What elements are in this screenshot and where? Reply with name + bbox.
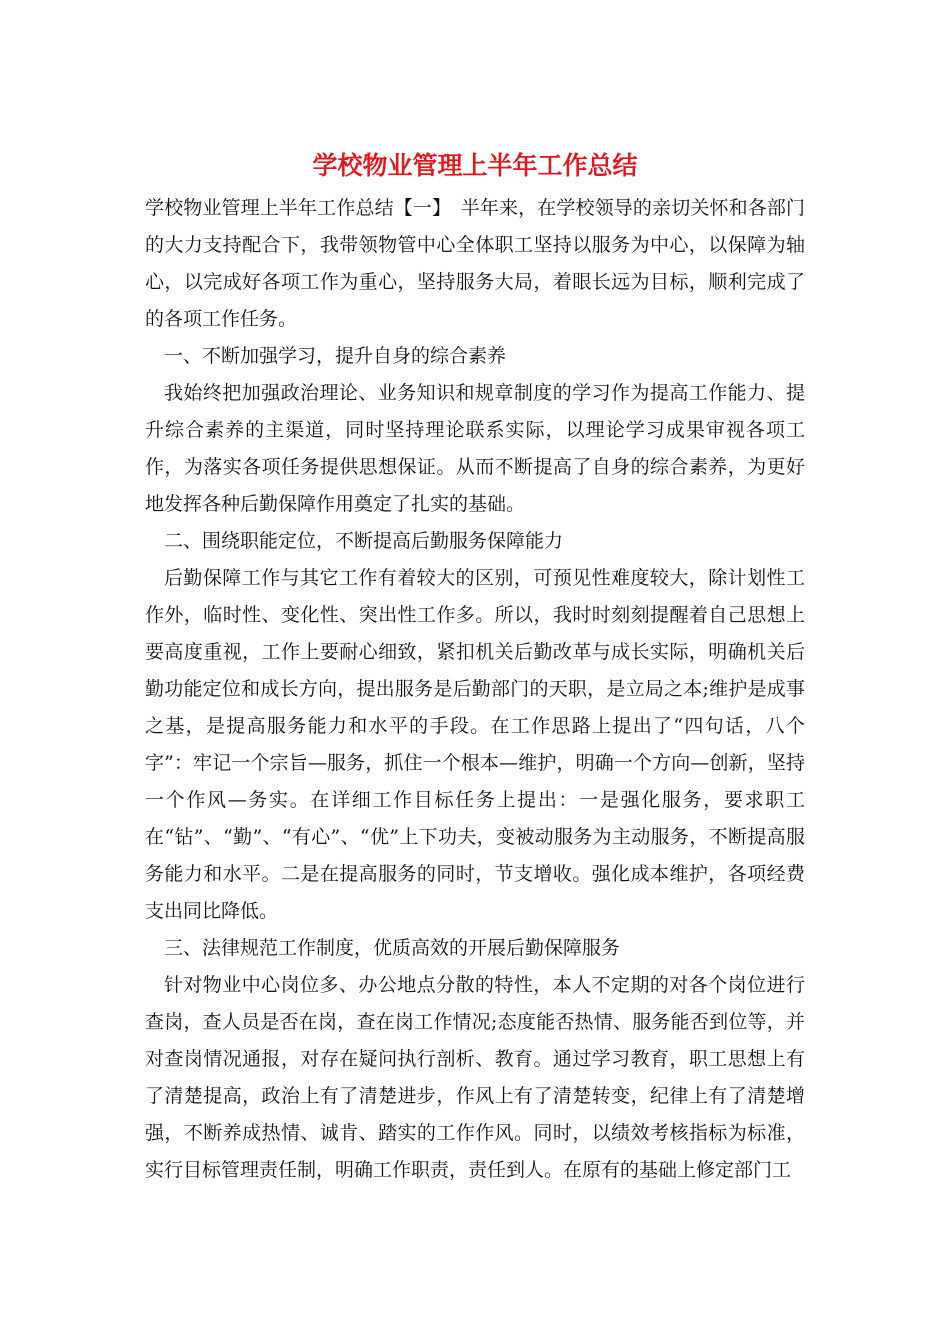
paragraph-intro: 学校物业管理上半年工作总结【一】 半年来，在学校领导的亲切关怀和各部门的大力支持配合下，我带领物管中心全体职工坚持以服务为中心，以保障为轴心，以完成好各项工作为重心，坚持服务大局，着眼长远为目标，顺利完成了的各项工作任务。 [145, 197, 805, 330]
document-title: 学校物业管理上半年工作总结 [312, 151, 638, 180]
paragraph-section-1: 我始终把加强政治理论、业务知识和规章制度的学习作为提高工作能力、提升综合素养的主渠道，同时坚持理论联系实际，以理论学习成果审视各项工作，为落实各项任务提供思想保证。从而不断提高了自身的综合素养，为更好地发挥各种后勤保障作用奠定了扎实的基础。 [145, 382, 805, 515]
paragraph-section-3: 针对物业中心岗位多、办公地点分散的特性，本人不定期的对各个岗位进行查岗，查人员是否在岗，查在岗工作情况;态度能否热情、服务能否到位等，并对查岗情况通报，对存在疑问执行剖析、教育。通过学习教育，职工思想上有了清楚提高，政治上有了清楚进步，作风上有了清楚转变，纪律上有了清楚增强，不断养成热情、诚肯、踏实的工作作风。同时，以绩效考核指标为标准，实行目标管理责任制，明确工作职责，责任到人。在原有的基础上修定部门工 [145, 974, 805, 1181]
document-body [145, 190, 805, 1189]
section-heading-2: 二、围绕职能定位，不断提高后勤服务保障能力 [164, 530, 564, 552]
section-heading-1: 一、不断加强学习，提升自身的综合素养 [164, 345, 507, 367]
paragraph-section-2: 后勤保障工作与其它工作有着较大的区别，可预见性难度较大，除计划性工作外，临时性、变化性、突出性工作多。所以，我时时刻刻提醒着自己思想上要高度重视，工作上要耐心细致，紧扣机关后勤改革与成长实际，明确机关后勤功能定位和成长方向，提出服务是后勤部门的天职，是立局之本;维护是成事之基，是提高服务能力和水平的手段。在工作思路上提出了“四句话，八个字”：牢记一个宗旨—服务，抓住一个根本—维护，明确一个方向—创新，坚持一个作风—务实。在详细工作目标任务上提出：一是强化服务，要求职工在“钻”、“勤”、“有心”、“优”上下功夫，变被动服务为主动服务，不断提高服务能力和水平。二是在提高服务的同时，节支增收。强化成本维护，各项经费支出同比降低。 [145, 567, 805, 922]
section-heading-3: 三、法律规范工作制度，优质高效的开展后勤保障服务 [164, 937, 621, 959]
